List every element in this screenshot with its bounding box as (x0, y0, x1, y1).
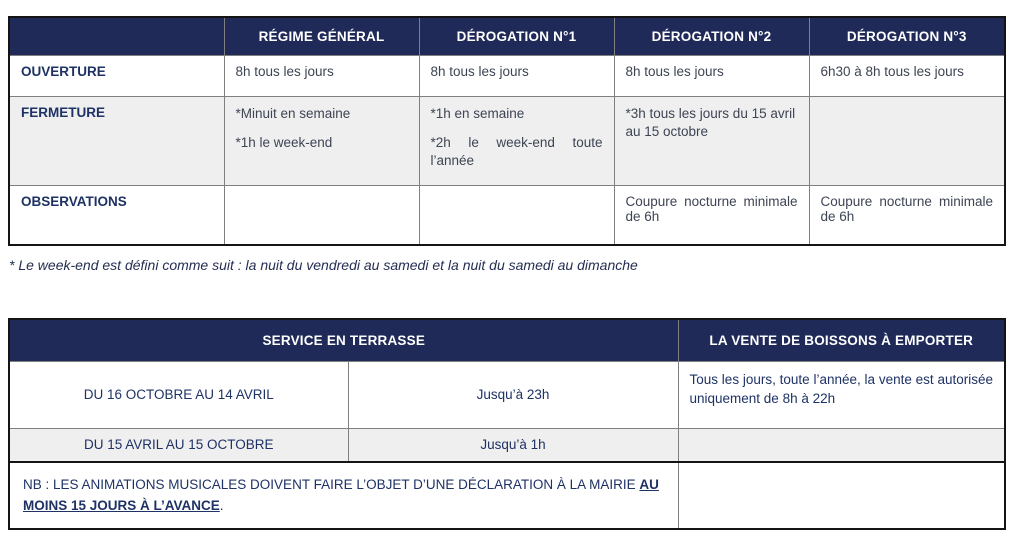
ouverture-dero3-cell: 6h30 à 8h tous les jours (809, 55, 1005, 96)
fermeture-dero3-cell (809, 96, 1005, 185)
ouverture-dero2-cell: 8h tous les jours (614, 55, 809, 96)
nb-right-empty-cell (678, 462, 1005, 529)
header-derogation-2: DÉROGATION N°2 (614, 17, 809, 55)
row-label-observations: OBSERVATIONS (9, 185, 224, 245)
hour-cell-2: Jusqu’à 1h (348, 428, 678, 462)
observations-dero1-cell (419, 185, 614, 245)
header-service-terrasse: SERVICE EN TERRASSE (9, 319, 678, 361)
vente-rules-cell: Tous les jours, toute l’année, la vente est autorisée uniquement de 8h à 22h (678, 361, 1005, 428)
row-periode-avril-octobre (9, 428, 1005, 462)
nb-suffix: . (219, 497, 224, 513)
period-cell-1: DU 16 OCTOBRE AU 14 AVRIL (9, 361, 348, 428)
table2-header-row (9, 319, 1005, 361)
vente-empty-cell (678, 428, 1005, 462)
hour-cell-1: Jusqu’à 23h (348, 361, 678, 428)
row-label-fermeture: FERMETURE (9, 96, 224, 185)
row-fermeture (9, 96, 1005, 185)
row-periode-octobre-avril (9, 361, 1005, 428)
fermeture-dero2-cell (614, 96, 809, 185)
table-header-row (9, 17, 1005, 55)
fermeture-regime-line1: *Minuit en semaine (235, 105, 351, 121)
header-regime-general: RÉGIME GÉNÉRAL (224, 17, 419, 55)
row-observations (9, 185, 1005, 245)
row-label-ouverture: OUVERTURE (9, 55, 224, 96)
weekend-definition-footnote: * Le week-end est défini comme suit : la nuit du vendredi au samedi et la nuit du samedi au dimanche (9, 257, 638, 273)
fermeture-dero1-cell (419, 96, 614, 185)
corner-cell (9, 17, 224, 55)
fermeture-regime-line2: *1h le week-end (235, 134, 333, 150)
opening-hours-table (8, 16, 1006, 246)
period-cell-2: DU 15 AVRIL AU 15 OCTOBRE (9, 428, 348, 462)
nb-animations-cell (9, 462, 678, 529)
nb-text: NB : LES ANIMATIONS MUSICALES DOIVENT FAIRE L’OBJET D’UNE DÉCLARATION À LA MAIRIE (23, 476, 640, 492)
observations-regime-cell (224, 185, 419, 245)
header-derogation-3: DÉROGATION N°3 (809, 17, 1005, 55)
observations-dero2-cell: Coupure nocturne minimale de 6h (614, 185, 809, 245)
fermeture-dero1-line1: *1h en semaine (430, 105, 525, 121)
ouverture-dero1-cell: 8h tous les jours (419, 55, 614, 96)
fermeture-regime-cell (224, 96, 419, 185)
row-ouverture (9, 55, 1005, 96)
header-derogation-1: DÉROGATION N°1 (419, 17, 614, 55)
terrace-service-table (8, 318, 1006, 530)
header-vente-boissons: LA VENTE DE BOISSONS À EMPORTER (678, 319, 1005, 361)
ouverture-regime-cell: 8h tous les jours (224, 55, 419, 96)
fermeture-dero2-text: *3h tous les jours du 15 avril au 15 octobre (625, 105, 796, 139)
fermeture-dero1-line2: *2h le week-end toute l’année (430, 134, 603, 168)
row-nb-animations (9, 462, 1005, 529)
nb-bold-text: AU MOINS 15 JOURS À L’AVANCE (23, 476, 659, 513)
observations-dero3-cell: Coupure nocturne minimale de 6h (809, 185, 1005, 245)
